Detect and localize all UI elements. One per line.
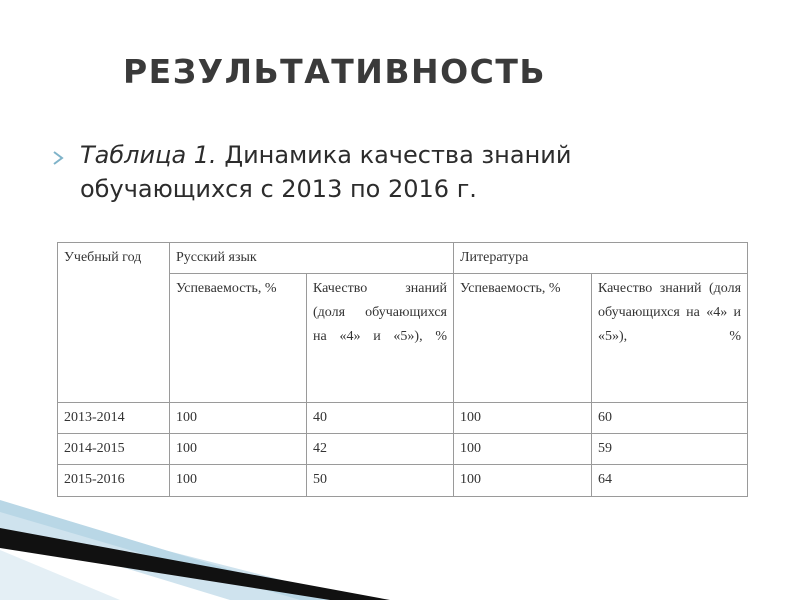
cell-ru-success: 100 [170, 465, 307, 497]
header-lit-quality: Качество знаний (доля обучающихся на «4» и «5»), % [592, 274, 748, 402]
cell-lit-quality: 60 [592, 402, 748, 433]
caption-text-line2: обучающихся с 2013 по 2016 г. [80, 175, 477, 203]
cell-lit-success: 100 [454, 433, 592, 464]
cell-ru-quality: 50 [307, 465, 454, 497]
cell-year: 2014-2015 [58, 433, 170, 464]
header-literature: Литература [454, 243, 748, 274]
cell-lit-success: 100 [454, 465, 592, 497]
header-lit-success: Успеваемость, % [454, 274, 592, 402]
cell-ru-success: 100 [170, 402, 307, 433]
table-caption [80, 138, 680, 206]
cell-ru-success: 100 [170, 433, 307, 464]
cell-lit-quality: 64 [592, 465, 748, 497]
cell-ru-quality: 42 [307, 433, 454, 464]
results-table [57, 242, 748, 497]
header-year: Учебный год [58, 243, 170, 403]
decorative-swoosh [0, 490, 800, 600]
caption-label: Таблица 1. [80, 141, 217, 169]
cell-lit-quality: 59 [592, 433, 748, 464]
page-title: РЕЗУЛЬТАТИВНОСТЬ [123, 52, 547, 91]
cell-ru-quality: 40 [307, 402, 454, 433]
results-table-container [57, 242, 747, 497]
header-ru-success: Успеваемость, % [170, 274, 307, 402]
table-row [58, 402, 748, 433]
chevron-bullet-icon [50, 150, 66, 166]
cell-year: 2013-2014 [58, 402, 170, 433]
table-row [58, 433, 748, 464]
header-ru-quality: Качество знаний (доля обучающихся на «4» и «5»), % [307, 274, 454, 402]
table-header-row [58, 243, 748, 274]
header-russian: Русский язык [170, 243, 454, 274]
cell-lit-success: 100 [454, 402, 592, 433]
cell-year: 2015-2016 [58, 465, 170, 497]
caption-text-line1: Динамика качества знаний [216, 141, 572, 169]
